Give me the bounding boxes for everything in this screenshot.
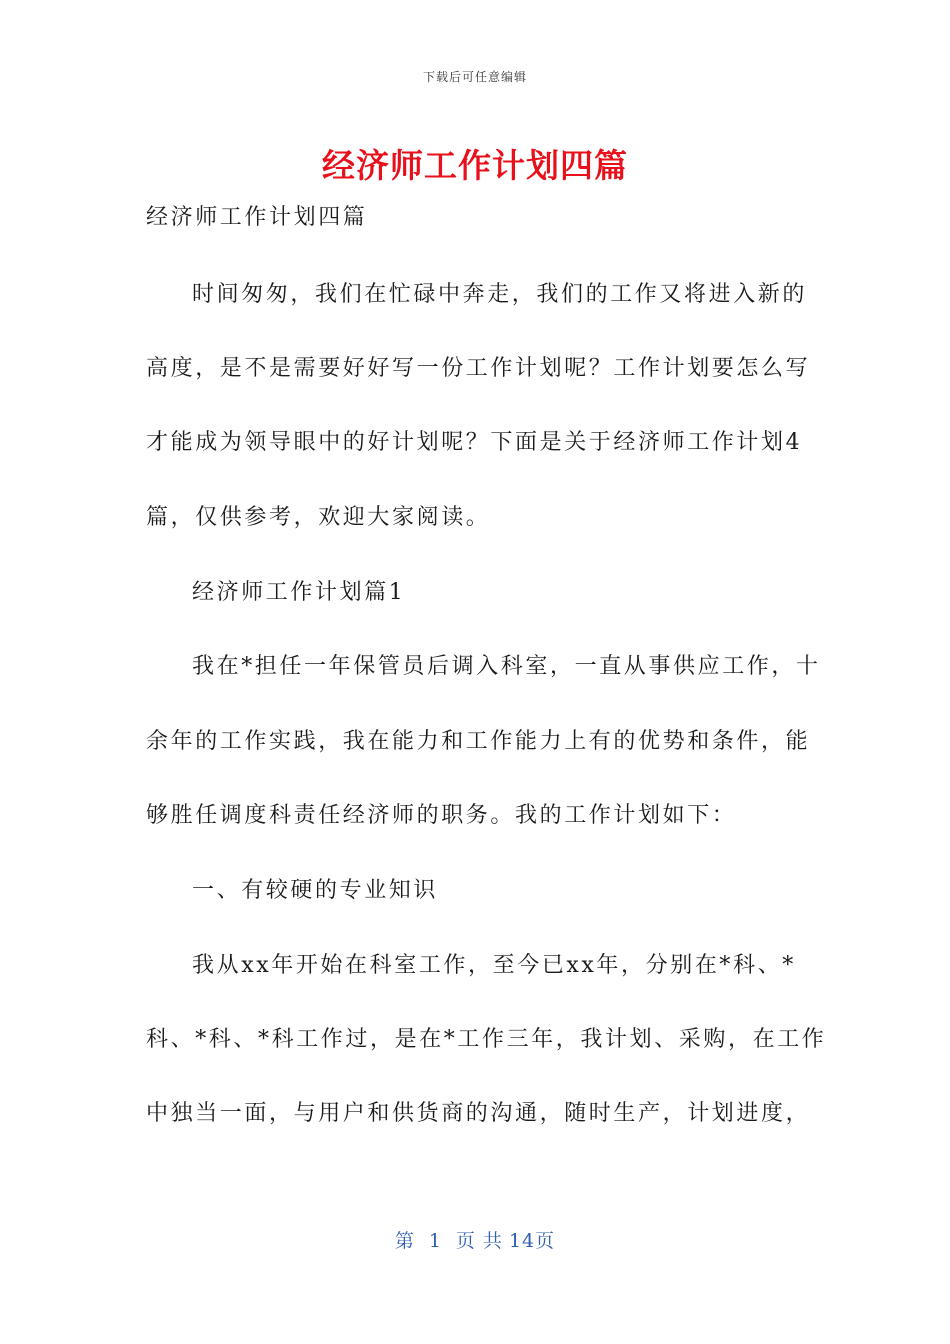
paragraph-line: 中独当一面，与用户和供货商的沟通，随时生产，计划进度， [146, 1101, 811, 1126]
footer-middle: 页 共 [455, 1230, 503, 1252]
subsection-heading: 一、有较硬的专业知识 [192, 878, 439, 903]
paragraph-line: 高度，是不是需要好好写一份工作计划呢？工作计划要怎么写 [146, 356, 811, 381]
page-number-footer [0, 1226, 950, 1253]
footer-prefix: 第 [394, 1230, 415, 1252]
paragraph-line: 我在*担任一年保管员后调入科室，一直从事供应工作，十 [192, 654, 821, 679]
paragraph-line: 科、*科、*科工作过，是在*工作三年，我计划、采购，在工作 [146, 1027, 827, 1052]
document-title: 经济师工作计划四篇 [322, 146, 628, 185]
section-heading: 经济师工作计划篇1 [192, 580, 406, 605]
footer-suffix: 页 [535, 1230, 556, 1252]
paragraph-line: 篇，仅供参考，欢迎大家阅读。 [146, 505, 491, 530]
paragraph-line: 余年的工作实践，我在能力和工作能力上有的优势和条件，能 [146, 729, 811, 754]
paragraph-line: 我从xx年开始在科室工作，至今已xx年，分别在*科、* [192, 953, 796, 978]
current-page-number: 1 [428, 1230, 442, 1252]
header-note: 下载后可任意编辑 [422, 70, 527, 84]
subtitle-line: 经济师工作计划四篇 [146, 205, 368, 230]
paragraph-line: 够胜任调度科责任经济师的职务。我的工作计划如下： [146, 803, 737, 828]
total-pages-number: 14 [508, 1230, 536, 1252]
paragraph-line: 才能成为领导眼中的好计划呢？下面是关于经济师工作计划4 [146, 430, 803, 455]
paragraph-line: 时间匆匆，我们在忙碌中奔走，我们的工作又将进入新的 [192, 282, 808, 307]
